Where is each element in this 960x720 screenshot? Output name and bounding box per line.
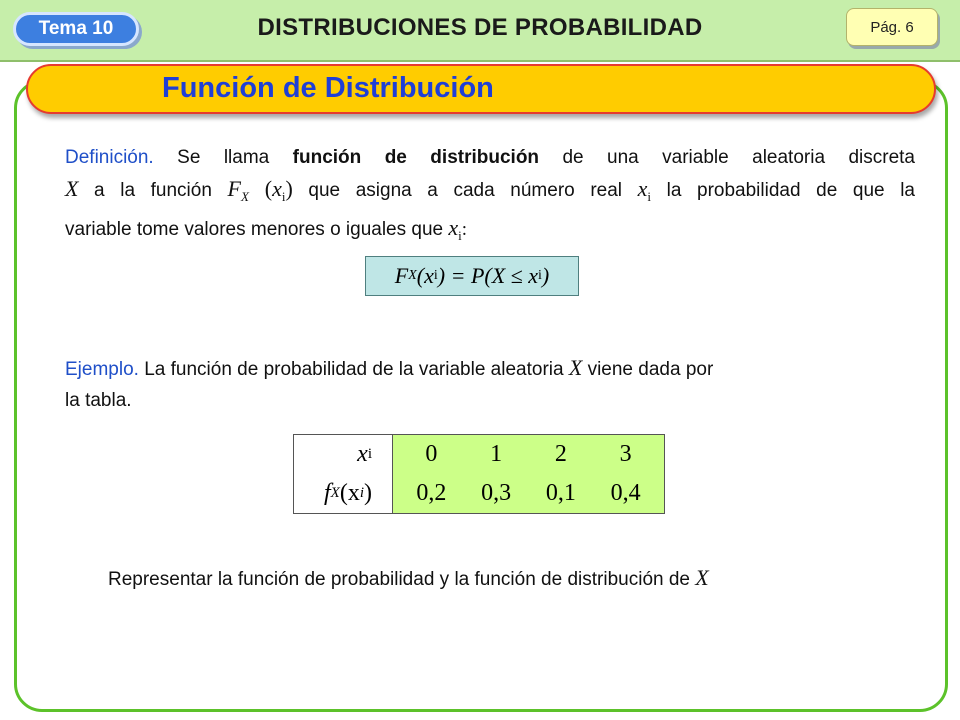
x-var: x [272,176,282,201]
example-text: La función de probabilidad de la variable aleatoria [138,359,569,380]
formula-middle: ) = P(X ≤ x [437,263,538,288]
row-label: f [323,480,331,506]
table-cell: 0,4 [610,480,641,506]
row-label-sub: i [367,446,372,462]
header-bar [0,0,960,62]
variable-x: X [65,176,79,201]
paren-close: ) [285,176,293,201]
definition-line-1 [65,142,915,173]
table-header-column [294,435,393,513]
task-line [108,562,888,595]
table-body [393,435,664,513]
colon: : [461,219,468,240]
example-paragraph [65,352,895,416]
table-row-f [393,474,664,513]
definition-text: Se llama [153,147,293,168]
variable-x: X [695,565,709,590]
function-f: F [227,176,241,201]
table-cell: 0,3 [481,480,512,506]
table-row-label-x [294,435,392,474]
table-cell: 0,1 [545,480,576,506]
subscript-x: X [240,189,249,204]
definition-line-3 [65,212,915,251]
example-lead: Ejemplo. [65,359,139,380]
definition-text: variable tome valores menores o iguales que [65,219,449,240]
table-cell: 0 [425,441,438,467]
table-cell: 2 [554,441,567,467]
subscript-i: i [458,228,462,243]
example-text: la tabla. [65,390,132,411]
definition-text: que asigna a cada número real [292,180,638,201]
subscript-i: i [281,189,286,204]
row-label-sub: X [330,485,340,501]
definition-term: función de distribución [292,147,540,168]
formula-end: ) [541,263,550,288]
formula-open: (x [416,263,434,288]
tema-badge: Tema 10 [13,12,139,46]
table-cell: 3 [619,441,632,467]
definition-paragraph [65,142,915,251]
row-label-arg: (x [339,480,360,506]
subscript-i: i [647,189,652,204]
formula-sub-i: i [538,268,542,283]
page-number-badge: Pág. 6 [846,8,938,46]
task-text: Representar la función de probabilidad y la función de distribución de [108,569,696,590]
table-cell: 0,2 [416,480,447,506]
definition-text: de una variable aleatoria discreta [539,147,915,168]
formula-f: F [394,263,409,288]
row-label-sub: i [359,485,364,501]
row-label-close: ) [364,480,372,506]
formula-sub-x: X [408,268,417,283]
section-banner [26,64,936,114]
definition-lead: Definición. [65,147,154,168]
definition-line-2 [65,173,915,212]
probability-table [293,434,665,514]
row-label: x [357,441,368,467]
definition-text: a la función [78,180,228,201]
variable-x: X [568,355,583,380]
formula-box [365,256,579,296]
example-text: viene dada por [582,359,714,380]
table-cell: 1 [490,441,503,467]
paren-open: ( [248,176,273,201]
x-var: x [448,215,459,240]
table-row-label-f [294,474,392,513]
chapter-title: DISTRIBUCIONES DE PROBABILIDAD [257,14,703,41]
section-title: Función de Distribución [162,72,494,104]
definition-text: la probabilidad de que la [651,180,915,201]
formula-sub-i: i [433,268,438,283]
table-row-x [393,435,664,474]
x-var: x [637,176,648,201]
